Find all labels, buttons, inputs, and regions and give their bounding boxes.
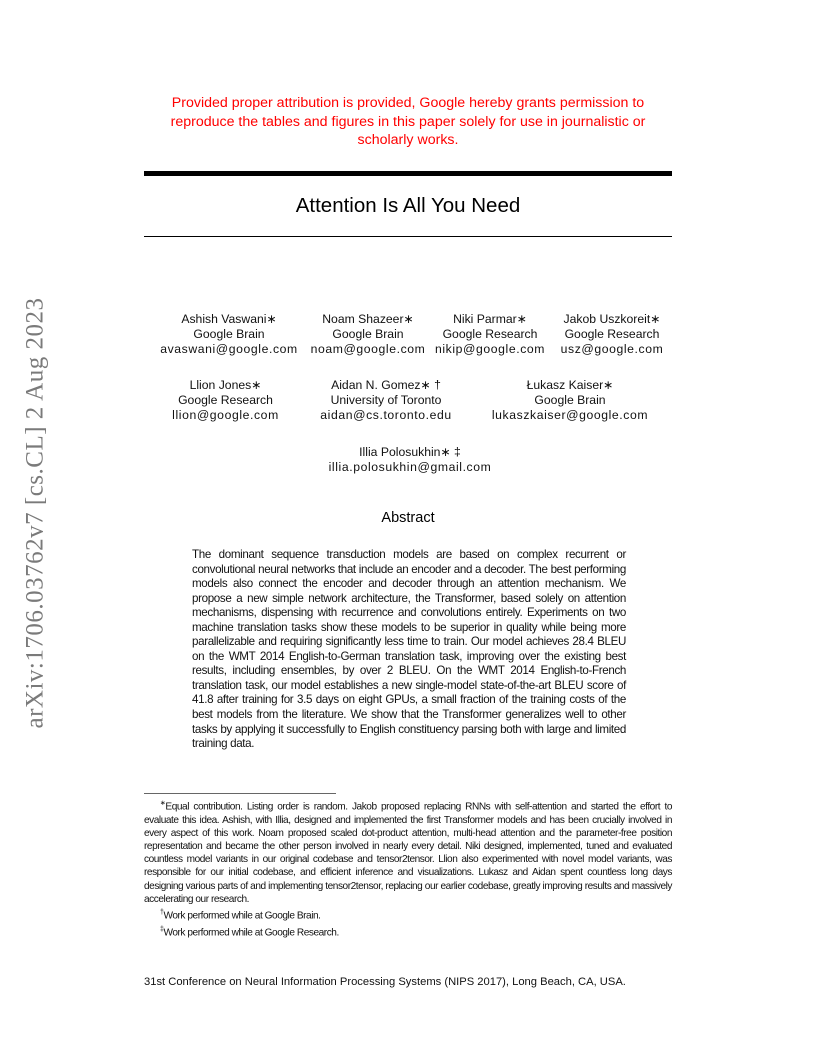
title-bottom-rule: [144, 236, 672, 237]
footnote-divider: [144, 793, 336, 794]
abstract-heading: Abstract: [381, 510, 435, 526]
footnote-equal-contribution: [144, 797, 672, 906]
paper-title: Attention Is All You Need: [295, 194, 521, 217]
author-block: [300, 445, 520, 475]
author-name: Ashish Vaswani∗: [181, 312, 277, 326]
author-affiliation: Google Brain: [193, 327, 265, 341]
author-block: [547, 312, 677, 357]
author-name: Noam Shazeer∗: [322, 312, 414, 326]
footnote-google-brain: [144, 906, 672, 923]
author-name: Jakob Uszkoreit∗: [563, 312, 661, 326]
author-affiliation: Google Research: [442, 327, 538, 341]
footnotes: [144, 797, 672, 939]
author-block: [304, 378, 468, 423]
author-block: [416, 312, 564, 357]
footnote-mark: †: [160, 908, 164, 916]
author-name: Niki Parmar∗: [453, 312, 527, 326]
author-email: illia.polosukhin@gmail.com: [328, 460, 492, 474]
author-block: [148, 378, 303, 423]
author-affiliation: Google Research: [178, 393, 273, 407]
author-affiliation: Google Brain: [332, 327, 404, 341]
footnote-mark: ‡: [160, 925, 164, 933]
author-affiliation: Google Brain: [534, 393, 606, 407]
arxiv-identifier-text: arXiv:1706.03762v7 [cs.CL] 2 Aug 2023: [21, 297, 48, 728]
footnote-text: Equal contribution. Listing order is random. Jakob proposed replacing RNNs with self-attention and started the effort to evaluate this idea. Ashish, with Illia, designed and implemented the first Transformer models and has been crucially involved in every aspect of this work. Noam proposed scaled dot-product attention, multi-head attention and the parameter-free position representation and became the other person involved in nearly every detail. Niki designed, implemented, tuned and evaluated countless model variants in our original codebase and tensor2tensor. Llion also experimented with novel model variants, was responsible for our initial codebase, and efficient inference and visualizations. Lukasz and Aidan spent countless long days designing various parts of and implementing tensor2tensor, replacing our earlier codebase, greatly improving results and massively accelerating our research.: [144, 801, 672, 905]
footnote-text: Work performed while at Google Research.: [163, 926, 339, 938]
arxiv-identifier-stamp: [18, 285, 52, 740]
author-email: llion@google.com: [172, 408, 279, 422]
title-top-rule: [144, 171, 672, 176]
author-email: noam@google.com: [310, 342, 426, 356]
author-affiliation: Google Research: [564, 327, 660, 341]
author-email: avaswani@google.com: [160, 342, 298, 356]
author-email: lukaszkaiser@google.com: [491, 408, 649, 422]
abstract-text: The dominant sequence transduction models are based on complex recurrent or convolutional neural networks that include an encoder and a decoder. The best performing models also connect the encoder and decoder through an attention mechanism. We propose a new simple network architecture, the Transformer, based solely on attention mechanisms, dispensing with recurrence and convolutions entirely. Experiments on two machine translation tasks show these models to be superior in quality while being more parallelizable and requiring significantly less time to train. Our model achieves 28.4 BLEU on the WMT 2014 English-to-German translation task, improving over the existing best results, including ensembles, by over 2 BLEU. On the WMT 2014 English-to-French translation task, our model establishes a new single-model state-of-the-art BLEU score of 41.8 after training for 3.5 days on eight GPUs, a small fraction of the training costs of the best models from the literature. We show that the Transformer generalizes well to other tasks by applying it successfully to English constituency parsing both with large and limited training data.: [192, 548, 626, 751]
footnote-text: Work performed while at Google Brain.: [163, 910, 321, 922]
author-email: aidan@cs.toronto.edu: [320, 408, 452, 422]
author-email: nikip@google.com: [434, 342, 546, 356]
author-email: usz@google.com: [560, 342, 664, 356]
author-name: Aidan N. Gomez∗ †: [331, 378, 441, 392]
footnote-mark: ∗: [160, 800, 166, 807]
footnote-google-research: [144, 923, 672, 940]
author-name: Llion Jones∗: [189, 378, 262, 392]
permission-notice: Provided proper attribution is provided, Google hereby grants permission to reproduce the tables and figures in this paper solely for use in journalistic or scholarly works.: [170, 95, 646, 148]
author-name: Łukasz Kaiser∗: [526, 378, 614, 392]
author-block: [154, 312, 304, 357]
conference-note: 31st Conference on Neural Information Processing Systems (NIPS 2017), Long Beach, CA, USA.: [144, 976, 626, 988]
author-name: Illia Polosukhin∗ ‡: [359, 445, 461, 459]
author-affiliation: University of Toronto: [330, 393, 442, 407]
author-block: [476, 378, 664, 423]
